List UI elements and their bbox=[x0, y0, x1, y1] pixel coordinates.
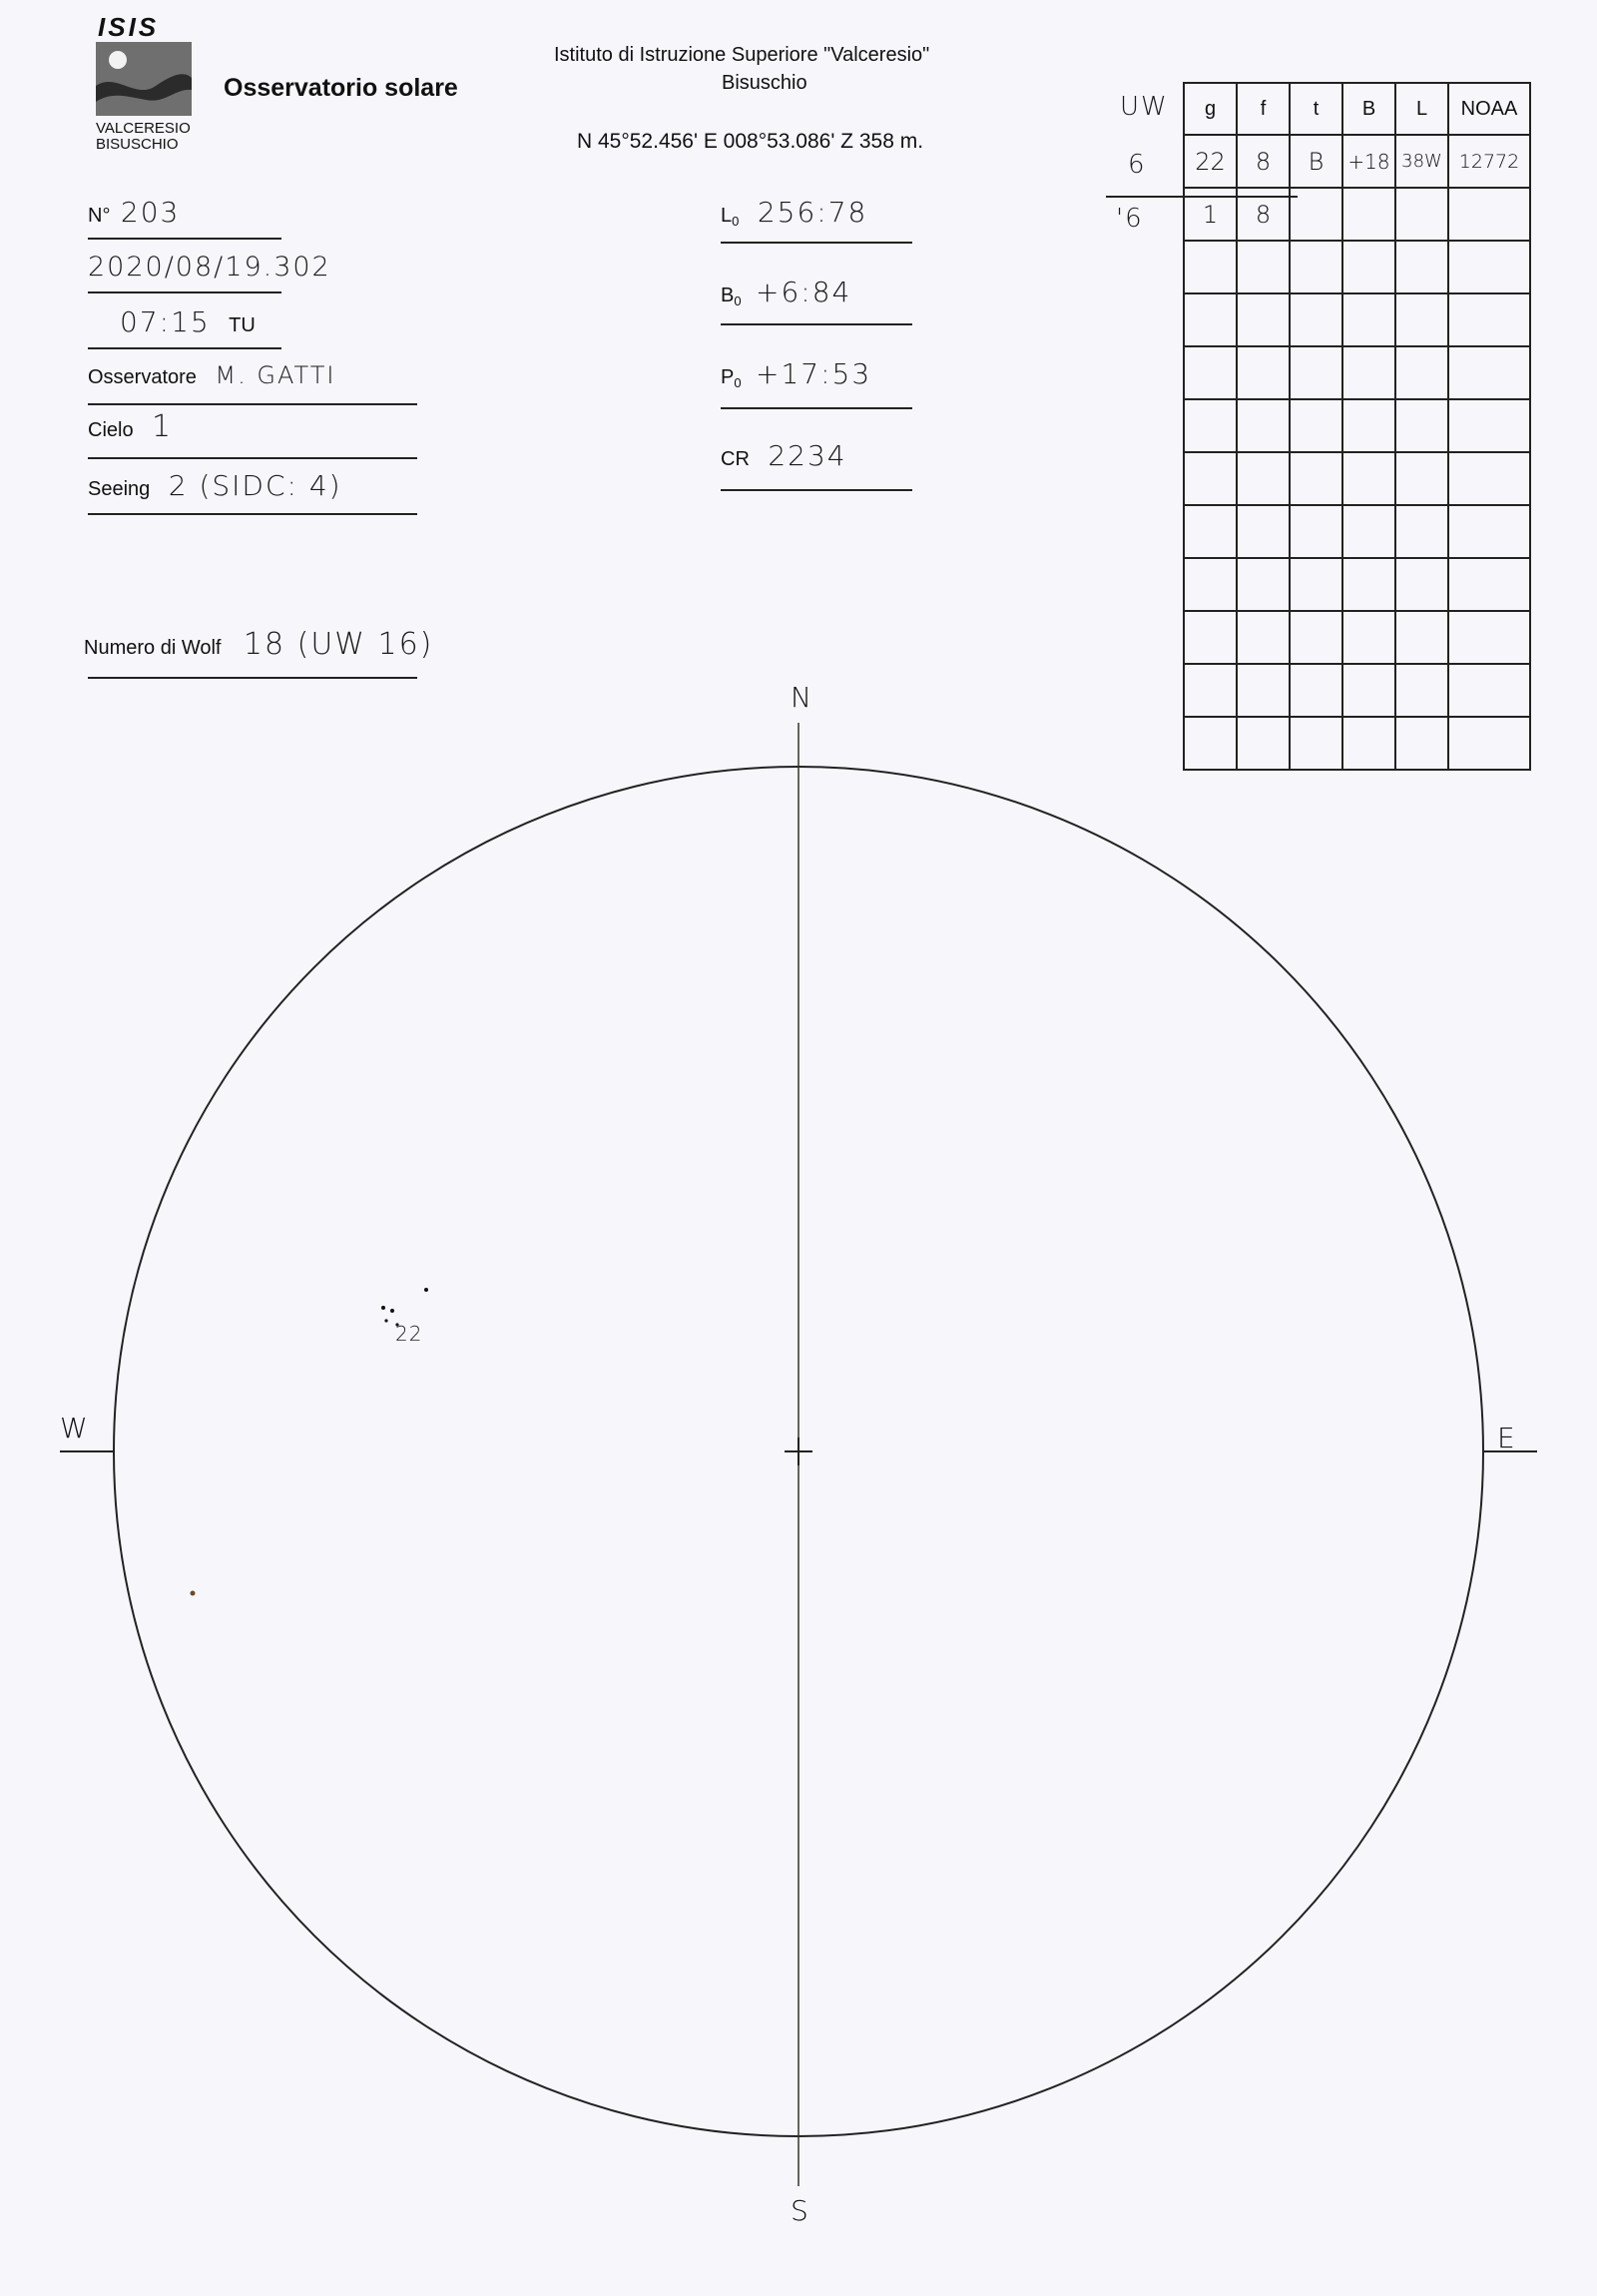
header-f: f bbox=[1237, 83, 1290, 135]
cr-value: 2234 bbox=[768, 439, 847, 472]
l0-value: 256:78 bbox=[757, 196, 868, 229]
east-label: E bbox=[1497, 1422, 1515, 1454]
institute-town: Bisuschio bbox=[722, 72, 807, 94]
seeing-label: Seeing bbox=[88, 478, 151, 500]
institute-name: Istituto di Istruzione Superiore "Valceresio" bbox=[554, 44, 930, 66]
cell-t: B bbox=[1290, 135, 1342, 188]
cell-l: 38W bbox=[1395, 135, 1448, 188]
header-noaa: NOAA bbox=[1448, 83, 1530, 135]
seeing-value: 2 (SIDC: 4) bbox=[168, 469, 342, 502]
observer-label: Osservatore bbox=[88, 366, 197, 388]
cell-g: 1 bbox=[1184, 188, 1237, 241]
paper-speck bbox=[191, 1591, 196, 1596]
header-t: t bbox=[1290, 83, 1342, 135]
header-g: g bbox=[1184, 83, 1237, 135]
number-label: N° bbox=[88, 205, 111, 227]
south-label: S bbox=[791, 2194, 808, 2227]
sunspot bbox=[390, 1309, 394, 1313]
date-value: 2020/08/19.302 bbox=[88, 252, 331, 283]
logo-text: ISIS bbox=[98, 12, 160, 42]
sunspot bbox=[381, 1306, 385, 1310]
cell-b: +18 bbox=[1342, 135, 1395, 188]
north-label: N bbox=[791, 681, 811, 714]
wolf-label: Numero di Wolf bbox=[84, 637, 222, 659]
b0-value: +6:84 bbox=[756, 276, 852, 308]
sunspot bbox=[384, 1319, 387, 1322]
cell-g: 22 bbox=[1184, 135, 1237, 188]
observer-value: M. GATTI bbox=[215, 361, 336, 389]
sunspot-group-22 bbox=[381, 1288, 428, 1327]
west-label: W bbox=[60, 1412, 88, 1444]
l0-subscript: 0 bbox=[732, 214, 740, 230]
p0-value: +17:53 bbox=[756, 357, 872, 390]
uw-header-label: UW bbox=[1120, 92, 1169, 122]
l0-label: L bbox=[721, 205, 733, 227]
cell-f: 8 bbox=[1237, 188, 1290, 241]
sunspot-group-label: 22 bbox=[395, 1322, 423, 1346]
wolf-value: 18 (UW 16) bbox=[243, 627, 434, 662]
sunspot bbox=[424, 1288, 428, 1292]
time-value: 07:15 bbox=[120, 305, 211, 338]
logo-subtitle: VALCERESIO bbox=[96, 120, 191, 137]
header-l: L bbox=[1395, 83, 1448, 135]
b0-subscript: 0 bbox=[734, 293, 742, 309]
p0-label: P bbox=[721, 366, 735, 388]
cell-f: 8 bbox=[1237, 135, 1290, 188]
cell-noaa: 12772 bbox=[1448, 135, 1530, 188]
observatory-title: Osservatorio solare bbox=[224, 74, 458, 102]
uw-row1-value: 6 bbox=[1128, 150, 1147, 180]
p0-subscript: 0 bbox=[734, 375, 742, 391]
uw-row2-value: '6 bbox=[1116, 204, 1144, 234]
b0-label: B bbox=[721, 285, 735, 306]
time-unit: TU bbox=[229, 314, 256, 336]
header-b: B bbox=[1342, 83, 1395, 135]
number-value: 203 bbox=[120, 196, 181, 229]
cr-label: CR bbox=[721, 448, 750, 470]
station-coordinates: N 45°52.456' E 008°53.086' Z 358 m. bbox=[577, 130, 924, 153]
logo-subtitle-town: BISUSCHIO bbox=[96, 136, 179, 153]
sky-value: 1 bbox=[152, 409, 174, 444]
sky-label: Cielo bbox=[88, 419, 134, 441]
